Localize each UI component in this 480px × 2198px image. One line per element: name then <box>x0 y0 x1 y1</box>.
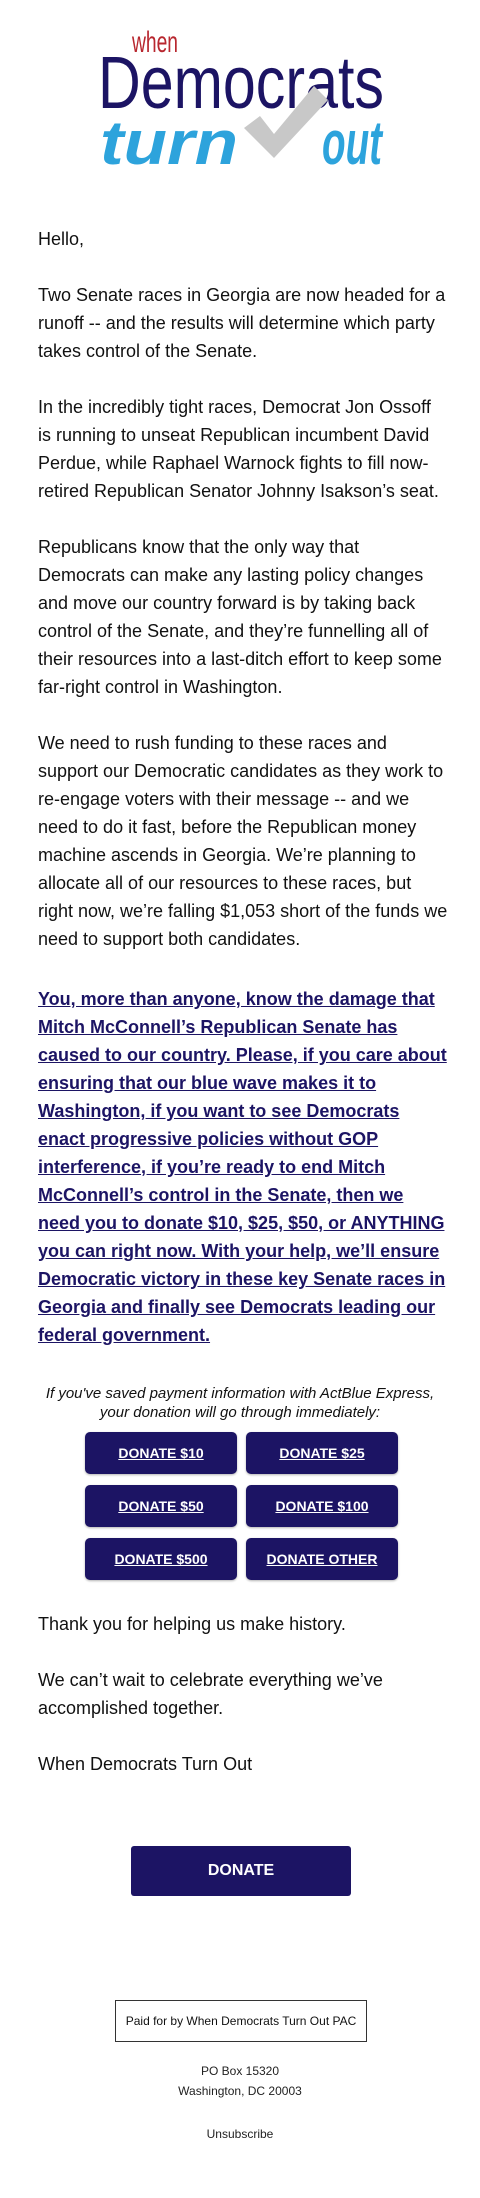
thanks-line: Thank you for helping us make history. <box>38 1614 346 1634</box>
body-paragraph: Two Senate races in Georgia are now headed for a runoff -- and the results will determine which party takes control of the Senate. <box>38 285 446 361</box>
actblue-express-note: If you've saved payment information with ActBlue Express, your donation will go through immediately: <box>45 1385 435 1421</box>
campaign-logo <box>96 26 386 170</box>
donation-appeal-link[interactable]: You, more than anyone, know the damage that Mitch McConnell’s Republican Senate has caused to our country. Please, if you care about ensuring that our blue wave makes it to Washington, if you want to see Democrats enact progressive policies without GOP interference, if you’re ready to end Mitch McConnell’s control in the Senate, then we need you to donate $10, $25, $50, or ANYTHING you can right now. With your help, we’ll ensure Democratic victory in these key Senate races in Georgia and finally see Democrats leading our federal government. <box>38 989 447 1345</box>
body-paragraph: We need to rush funding to these races and support our Democratic candidates as they work to re-engage voters with their message -- and we need to do it fast, before the Republican money machine ascends in Georgia. We’re planning to allocate all of our resources to these races, but right now, we’re falling $1,053 short of the funds we need to support both candidates. <box>38 733 448 949</box>
paid-for-disclaimer: Paid for by When Democrats Turn Out PAC <box>115 2000 367 2042</box>
signature: When Democrats Turn Out <box>38 1754 253 1774</box>
logo-word-democrats: Democrats <box>98 41 384 124</box>
donate-25-button[interactable]: DONATE $25 <box>246 1432 398 1474</box>
donate-100-button[interactable]: DONATE $100 <box>246 1485 398 1527</box>
greeting: Hello, <box>38 229 85 249</box>
body-paragraph: In the incredibly tight races, Democrat Jon Ossoff is running to unseat Republican incumbent David Perdue, while Raphael Warnock fights to fill now-retired Republican Senator Johnny Isakson’s seat. <box>38 397 439 501</box>
logo-word-out: out <box>322 109 384 170</box>
donate-10-button[interactable]: DONATE $10 <box>85 1432 237 1474</box>
donate-50-button[interactable]: DONATE $50 <box>85 1485 237 1527</box>
unsubscribe-link[interactable]: Unsubscribe <box>206 2127 274 2141</box>
donate-other-button[interactable]: DONATE OTHER <box>246 1538 398 1580</box>
celebrate-line: We can’t wait to celebrate everything we’ve accomplished together. <box>38 1670 383 1718</box>
footer-po-box: PO Box 15320 <box>200 2064 280 2078</box>
donate-500-button[interactable]: DONATE $500 <box>85 1538 237 1580</box>
logo-word-when: when <box>131 26 178 59</box>
body-paragraph: Republicans know that the only way that Democrats can make any lasting policy changes and move our country forward is by taking back control of the Senate, and they’re funnelling all of their resources into a last-ditch effort to keep some far-right control in Washington. <box>38 537 442 697</box>
logo-word-turn: turn <box>100 109 238 170</box>
footer-city: Washington, DC 20003 <box>178 2084 302 2098</box>
donate-button[interactable]: DONATE <box>131 1846 351 1896</box>
